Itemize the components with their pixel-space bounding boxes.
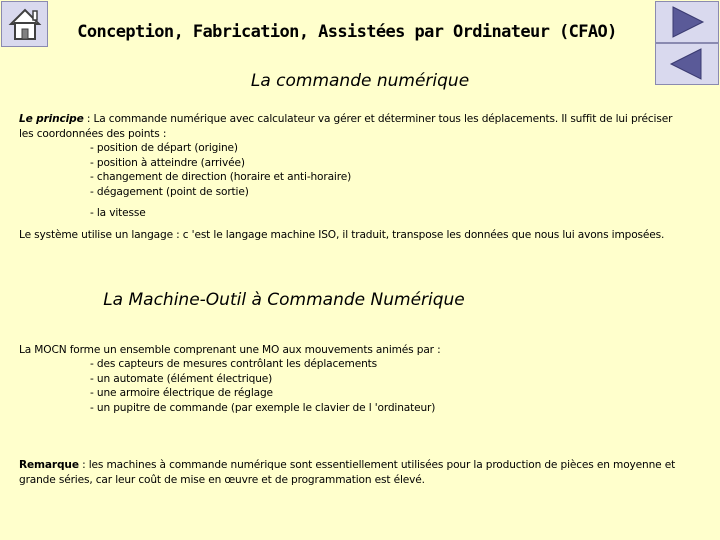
section-heading-commande-numerique: La commande numérique	[250, 71, 470, 91]
mocn-list	[19, 357, 720, 415]
systeme-paragraph: Le système utilise un langage : c 'est le langage machine ISO, il traduit, transpose les données que nous lui avons imposées.	[19, 229, 665, 241]
list-item: - changement de direction (horaire et anti-horaire)	[90, 171, 352, 183]
list-item: - un automate (élément électrique)	[90, 372, 273, 385]
vitesse-item: - la vitesse	[90, 207, 146, 219]
remarque-paragraph	[19, 458, 679, 487]
list-item: - des capteurs de mesures contrôlant les déplacements	[90, 358, 378, 370]
list-item: - dégagement (point de sortie)	[90, 185, 249, 198]
list-item: - un pupitre de commande (par exemple le clavier de l 'ordinateur)	[90, 401, 436, 414]
principe-paragraph	[19, 112, 679, 141]
page-title: Conception, Fabrication, Assistées par Ordinateur (CFAO)	[77, 22, 617, 42]
list-item: - position de départ (origine)	[90, 142, 238, 154]
list-item: - une armoire électrique de réglage	[90, 387, 273, 399]
principe-label: Le principe	[19, 113, 84, 125]
list-item: - position à atteindre (arrivée)	[90, 156, 245, 169]
mocn-intro: La MOCN forme un ensemble comprenant une MO aux mouvements animés par :	[19, 344, 441, 356]
coordinates-list	[19, 141, 720, 199]
next-slide-button[interactable]	[655, 1, 719, 43]
triangle-right-icon	[667, 5, 707, 39]
principe-text: : La commande numérique avec calculateur va gérer et déterminer tous les déplacements. Il suffit de lui préciser les coordonnées des points :	[19, 113, 673, 140]
remarque-text: : les machines à commande numérique sont essentiellement utilisées pour la production de pièces en moyenne et grande séries, car leur coût de mise en œuvre et de programmation est élevé.	[19, 459, 676, 486]
section-heading-mocn: La Machine-Outil à Commande Numérique	[103, 290, 465, 310]
remarque-label: Remarque	[19, 459, 79, 471]
